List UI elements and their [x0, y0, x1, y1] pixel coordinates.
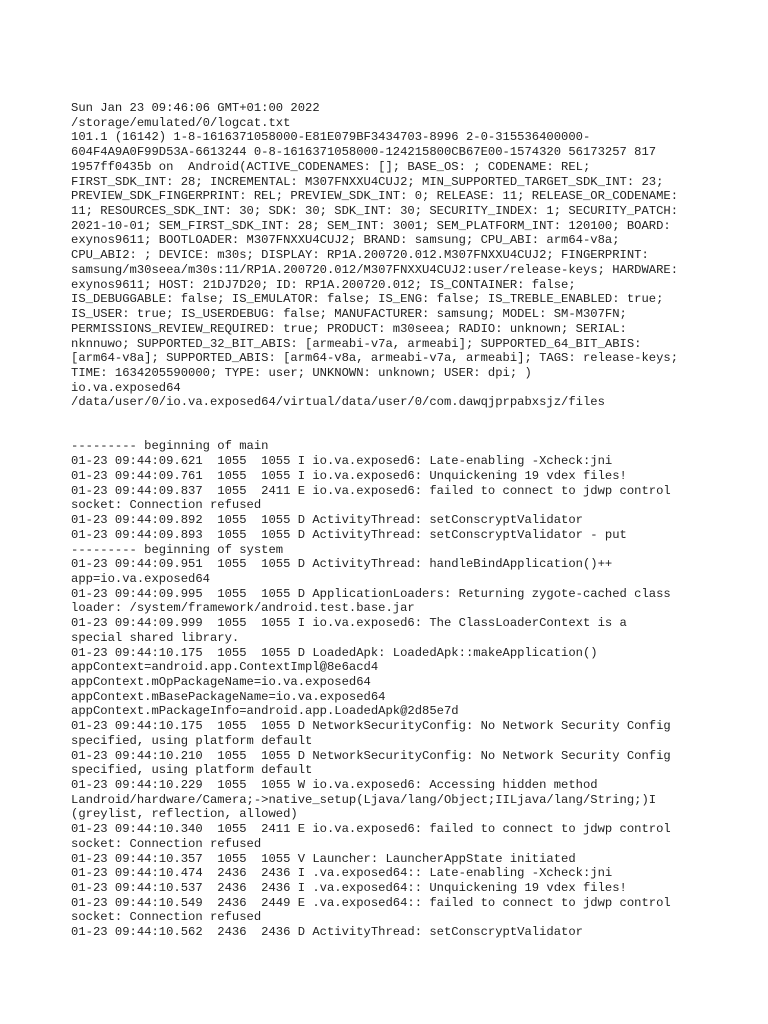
log-line: 01-23 09:44:10.210 1055 1055 D NetworkSecurityConfig: No Network Security Config — [71, 748, 671, 763]
log-line: 01-23 09:44:09.951 1055 1055 D ActivityThread: handleBindApplication()++ — [71, 557, 613, 572]
log-line: 01-23 09:44:10.562 2436 2436 D ActivityThread: setConscryptValidator — [71, 925, 583, 940]
header-line: nknnuwo; SUPPORTED_32_BIT_ABIS: [armeabi-v7a, armeabi]; SUPPORTED_64_BIT_ABIS: — [71, 336, 642, 351]
log-line: 01-23 09:44:10.229 1055 1055 W io.va.exposed6: Accessing hidden method — [71, 778, 598, 793]
log-line: 01-23 09:44:09.995 1055 1055 D ApplicationLoaders: Returning zygote-cached class — [71, 586, 671, 601]
header-line: PREVIEW_SDK_FINGERPRINT: REL; PREVIEW_SDK_INT: 0; RELEASE: 11; RELEASE_OR_CODENAME: — [71, 189, 679, 204]
log-line: 01-23 09:44:09.892 1055 1055 D ActivityThread: setConscryptValidator — [71, 513, 583, 528]
log-line: 01-23 09:44:10.340 1055 2411 E io.va.exposed6: failed to connect to jdwp control — [71, 822, 671, 837]
log-line: loader: /system/framework/android.test.base.jar — [71, 601, 415, 616]
log-line: Landroid/hardware/Camera;->native_setup(Ljava/lang/Object;IILjava/lang/String;)I — [71, 792, 657, 807]
log-line: --------- beginning of main — [71, 439, 269, 454]
header-line: 2021-10-01; SEM_FIRST_SDK_INT: 28; SEM_INT: 3001; SEM_PLATFORM_INT: 120100; BOARD: — [71, 218, 671, 233]
log-line: 01-23 09:44:09.893 1055 1055 D ActivityThread: setConscryptValidator - put — [71, 527, 627, 542]
log-line: special shared library. — [71, 630, 240, 645]
log-line: socket: Connection refused — [71, 498, 262, 513]
log-line: appContext=android.app.ContextImpl@8e6acd4 — [71, 660, 379, 675]
header-line: IS_USER: true; IS_USERDEBUG: false; MANUFACTURER: samsung; MODEL: SM-M307FN; — [71, 307, 627, 322]
log-line: 01-23 09:44:10.474 2436 2436 I .va.exposed64:: Late-enabling -Xcheck:jni — [71, 866, 613, 881]
log-line: 01-23 09:44:10.549 2436 2449 E .va.exposed64:: failed to connect to jdwp control — [71, 895, 671, 910]
header-line: 11; RESOURCES_SDK_INT: 30; SDK: 30; SDK_INT: 30; SECURITY_INDEX: 1; SECURITY_PATCH: — [71, 204, 679, 219]
log-line: --------- beginning of system — [71, 542, 284, 557]
log-line: specified, using platform default — [71, 763, 313, 778]
header-line: exynos9611; BOOTLOADER: M307FNXXU4CUJ2; BRAND: samsung; CPU_ABI: arm64-v8a; — [71, 233, 620, 248]
header-line: /storage/emulated/0/logcat.txt — [71, 115, 291, 130]
header-line: IS_DEBUGGABLE: false; IS_EMULATOR: false; IS_ENG: false; IS_TREBLE_ENABLED: true; — [71, 292, 664, 307]
log-line: socket: Connection refused — [71, 910, 262, 925]
log-line: specified, using platform default — [71, 733, 313, 748]
device-info-header — [71, 101, 711, 410]
log-line: 01-23 09:44:09.761 1055 1055 I io.va.exposed6: Unquickening 19 vdex files! — [71, 468, 627, 483]
log-line: (greylist, reflection, allowed) — [71, 807, 298, 822]
header-line: FIRST_SDK_INT: 28; INCREMENTAL: M307FNXXU4CUJ2; MIN_SUPPORTED_TARGET_SDK_INT: 23; — [71, 174, 664, 189]
log-line: 01-23 09:44:10.537 2436 2436 I .va.exposed64:: Unquickening 19 vdex files! — [71, 881, 627, 896]
log-line: socket: Connection refused — [71, 836, 262, 851]
log-line: appContext.mBasePackageName=io.va.exposed64 — [71, 689, 386, 704]
log-line: 01-23 09:44:10.175 1055 1055 D NetworkSecurityConfig: No Network Security Config — [71, 719, 671, 734]
log-entries — [71, 439, 711, 939]
header-line: Sun Jan 23 09:46:06 GMT+01:00 2022 — [71, 101, 320, 115]
header-line: [arm64-v8a]; SUPPORTED_ABIS: [arm64-v8a, armeabi-v7a, armeabi]; TAGS: release-keys; — [71, 351, 679, 366]
header-line: 1957ff0435b on Android(ACTIVE_CODENAMES: []; BASE_OS: ; CODENAME: REL; — [71, 159, 591, 174]
log-line: appContext.mPackageInfo=android.app.LoadedApk@2d85e7d — [71, 704, 459, 719]
header-line: samsung/m30seea/m30s:11/RP1A.200720.012/M307FNXXU4CUJ2:user/release-keys; HARDWARE: — [71, 262, 679, 277]
section-gap — [71, 410, 711, 439]
log-line: 01-23 09:44:10.357 1055 1055 V Launcher: LauncherAppState initiated — [71, 851, 576, 866]
header-line: /data/user/0/io.va.exposed64/virtual/data/user/0/com.dawqjprpabxsjz/files — [71, 395, 605, 410]
log-line: 01-23 09:44:10.175 1055 1055 D LoadedApk: LoadedApk::makeApplication() — [71, 645, 598, 660]
header-line: 604F4A9A0F99D53A-6613244 0-8-1616371058000-124215800CB67E00-1574320 56173257 817 — [71, 145, 657, 160]
log-line: 01-23 09:44:09.837 1055 2411 E io.va.exposed6: failed to connect to jdwp control — [71, 483, 671, 498]
header-line: PERMISSIONS_REVIEW_REQUIRED: true; PRODUCT: m30seea; RADIO: unknown; SERIAL: — [71, 321, 627, 336]
header-line: TIME: 1634205590000; TYPE: user; UNKNOWN: unknown; USER: dpi; ) — [71, 365, 532, 380]
log-line: 01-23 09:44:09.621 1055 1055 I io.va.exposed6: Late-enabling -Xcheck:jni — [71, 454, 613, 469]
log-line: app=io.va.exposed64 — [71, 571, 210, 586]
header-line: CPU_ABI2: ; DEVICE: m30s; DISPLAY: RP1A.200720.012.M307FNXXU4CUJ2; FINGERPRINT: — [71, 248, 649, 263]
logcat-document — [71, 101, 711, 940]
header-line: io.va.exposed64 — [71, 380, 181, 395]
header-line: exynos9611; HOST: 21DJ7D20; ID: RP1A.200720.012; IS_CONTAINER: false; — [71, 277, 576, 292]
log-line: 01-23 09:44:09.999 1055 1055 I io.va.exposed6: The ClassLoaderContext is a — [71, 616, 627, 631]
log-line: appContext.mOpPackageName=io.va.exposed64 — [71, 674, 371, 689]
header-line: 101.1 (16142) 1-8-1616371058000-E81E079BF3434703-8996 2-0-315536400000- — [71, 130, 591, 145]
